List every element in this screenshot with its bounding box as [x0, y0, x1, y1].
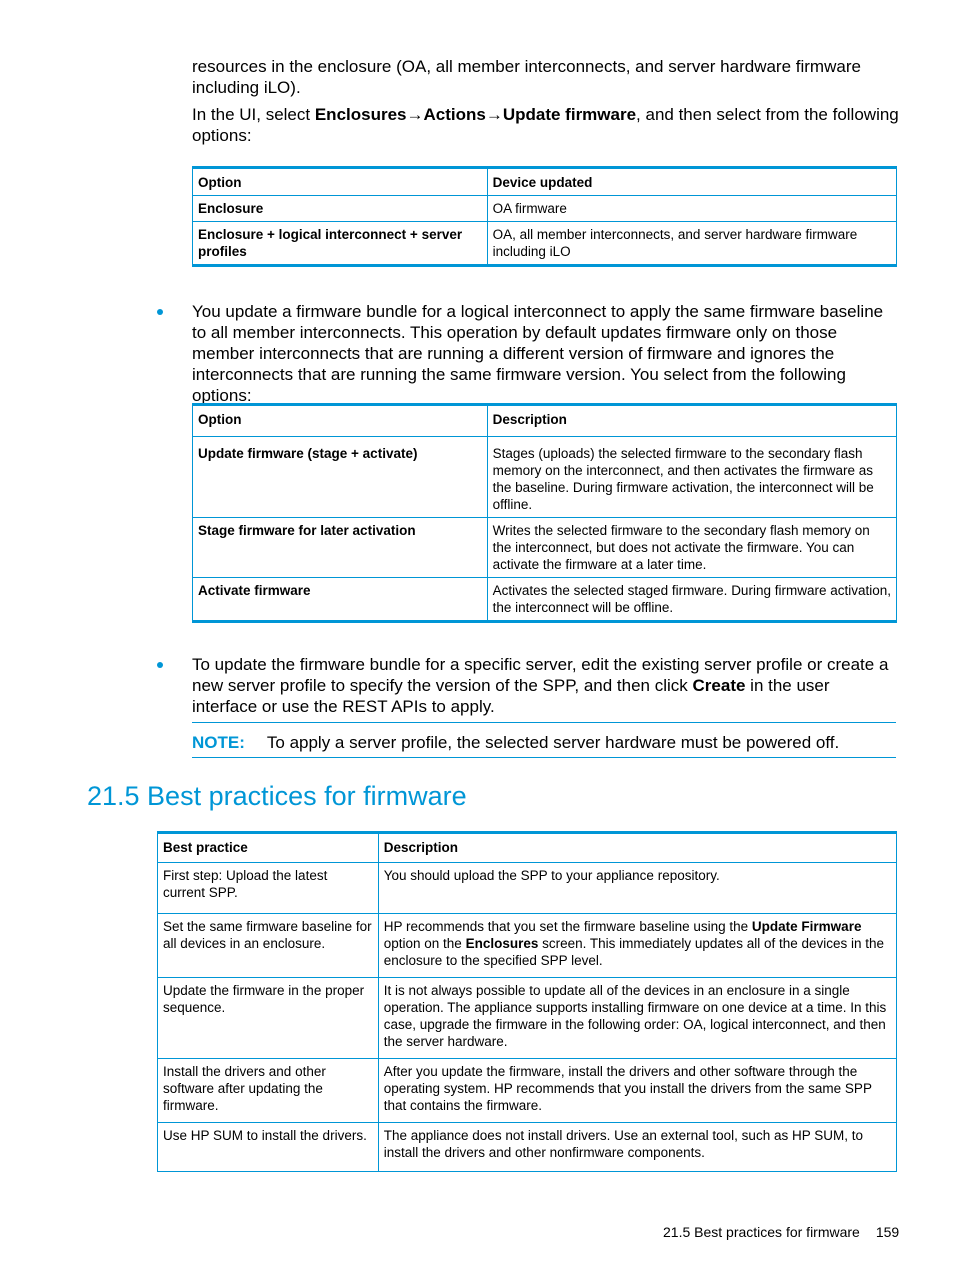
description-cell: After you update the firmware, install the drivers and other software through the operating system. HP recommends that you install the drivers from the same SPP that contains the firmware. [378, 1059, 896, 1123]
page-number: 159 [875, 1224, 900, 1240]
menu-actions: Actions [423, 105, 486, 124]
table-header-row [193, 168, 897, 196]
desc-part: HP recommends that you set the firmware baseline using the [383, 919, 752, 934]
description-cell: The appliance does not install drivers. Use an external tool, such as HP SUM, to install the drivers and other nonfirmware components. [378, 1123, 896, 1172]
table-row [193, 196, 897, 222]
note-text: To apply a server profile, the selected server hardware must be powered off. [266, 733, 840, 752]
select-line-2: options: [192, 126, 252, 145]
select-instruction [192, 104, 902, 146]
device-cell: OA, all member interconnects, and server hardware firmware including iLO [487, 222, 896, 266]
intro-line-2: including iLO). [192, 78, 301, 97]
select-suffix: , and then select from the following [636, 105, 899, 124]
enclosure-options-table [192, 166, 897, 267]
description-cell [378, 914, 896, 978]
description-cell: You should upload the SPP to your appliance repository. [378, 863, 896, 914]
table-header-row [158, 833, 897, 863]
device-cell: OA firmware [487, 196, 896, 222]
best-practices-table [157, 831, 897, 1172]
description-cell: Writes the selected firmware to the secondary flash memory on the interconnect, but does not activate the firmware. You can activate the firmware at a later time. [487, 518, 896, 578]
option-cell: Update firmware (stage + activate) [193, 437, 488, 518]
table-row [158, 1059, 897, 1123]
table-row [193, 437, 897, 518]
option-cell: Stage firmware for later activation [193, 518, 488, 578]
table-header-row [193, 405, 897, 437]
arrow-icon: → [485, 105, 503, 124]
option-cell: Enclosure + logical interconnect + server profiles [193, 222, 488, 266]
enclosures-screen: Enclosures [465, 936, 539, 951]
intro-paragraph [192, 56, 902, 98]
table-row [158, 978, 897, 1059]
interconnect-options-table [192, 403, 897, 623]
update-firmware-option: Update Firmware [751, 919, 862, 934]
menu-enclosures: Enclosures [314, 105, 407, 124]
option-cell: Enclosure [193, 196, 488, 222]
desc-part: option on the [383, 936, 466, 951]
practice-cell: Set the same firmware baseline for all devices in an enclosure. [158, 914, 379, 978]
bullet-paragraph-1: You update a firmware bundle for a logical interconnect to apply the same firmware baseline to all member interconnects. This operation by default updates firmware only on those member interconnects that are running a different version of firmware and ignores the interconnects that are running the same firmware version. You select from the following options: [192, 302, 884, 405]
practice-cell: Use HP SUM to install the drivers. [158, 1123, 379, 1172]
table-row [158, 914, 897, 978]
description-cell: Activates the selected staged firmware. During firmware activation, the interconnect will be offline. [487, 578, 896, 622]
desc-part: screen. This immediately updates all of the devices in the enclosure to the specified SPP level. [383, 936, 885, 968]
table-row [193, 518, 897, 578]
description-cell: It is not always possible to update all of the devices in an enclosure in a single operation. The appliance supports installing firmware on one device at a time. In this case, upgrade the firmware in the following order: OA, logical interconnect, and then the server hardware. [378, 978, 896, 1059]
bullet-marker [157, 662, 163, 668]
footer-section: 21.5 Best practices for firmware [663, 1224, 860, 1240]
column-header: Option [193, 405, 488, 437]
column-header: Description [378, 833, 896, 863]
bullet2-text-before: To update the firmware bundle for a specific server, edit the existing server profile or create a new server profile to specify the version of the SPP, and then click [192, 655, 889, 695]
column-header: Option [193, 168, 488, 196]
option-cell: Activate firmware [193, 578, 488, 622]
note-box [192, 732, 896, 753]
practice-cell: Update the firmware in the proper sequence. [158, 978, 379, 1059]
section-title: 21.5 Best practices for firmware [87, 781, 467, 811]
table-row [193, 578, 897, 622]
description-cell: Stages (uploads) the selected firmware to the secondary flash memory on the interconnect, and then activates the firmware as the baseline. During firmware activation, the interconnect will be offline. [487, 437, 896, 518]
note-bottom-rule [192, 757, 896, 758]
create-label: Create [692, 676, 746, 695]
column-header: Best practice [158, 833, 379, 863]
column-header: Description [487, 405, 896, 437]
select-prefix: In the UI, select [192, 105, 315, 124]
page-footer [663, 1223, 899, 1241]
table-row [158, 863, 897, 914]
arrow-icon: → [406, 105, 424, 124]
table-row [158, 1123, 897, 1172]
note-top-rule [192, 722, 896, 723]
menu-update-firmware: Update firmware [502, 105, 637, 124]
column-header: Device updated [487, 168, 896, 196]
practice-cell: Install the drivers and other software after updating the firmware. [158, 1059, 379, 1123]
bullet-marker [157, 309, 163, 315]
intro-line-1: resources in the enclosure (OA, all member interconnects, and server hardware firmware [192, 57, 861, 76]
note-label: NOTE: [192, 733, 245, 752]
practice-cell: First step: Upload the latest current SPP. [158, 863, 379, 914]
bullet2-text-after: in the user interface or use the REST APIs to apply. [192, 676, 830, 716]
bullet-paragraph-2 [192, 654, 898, 717]
table-row [193, 222, 897, 266]
